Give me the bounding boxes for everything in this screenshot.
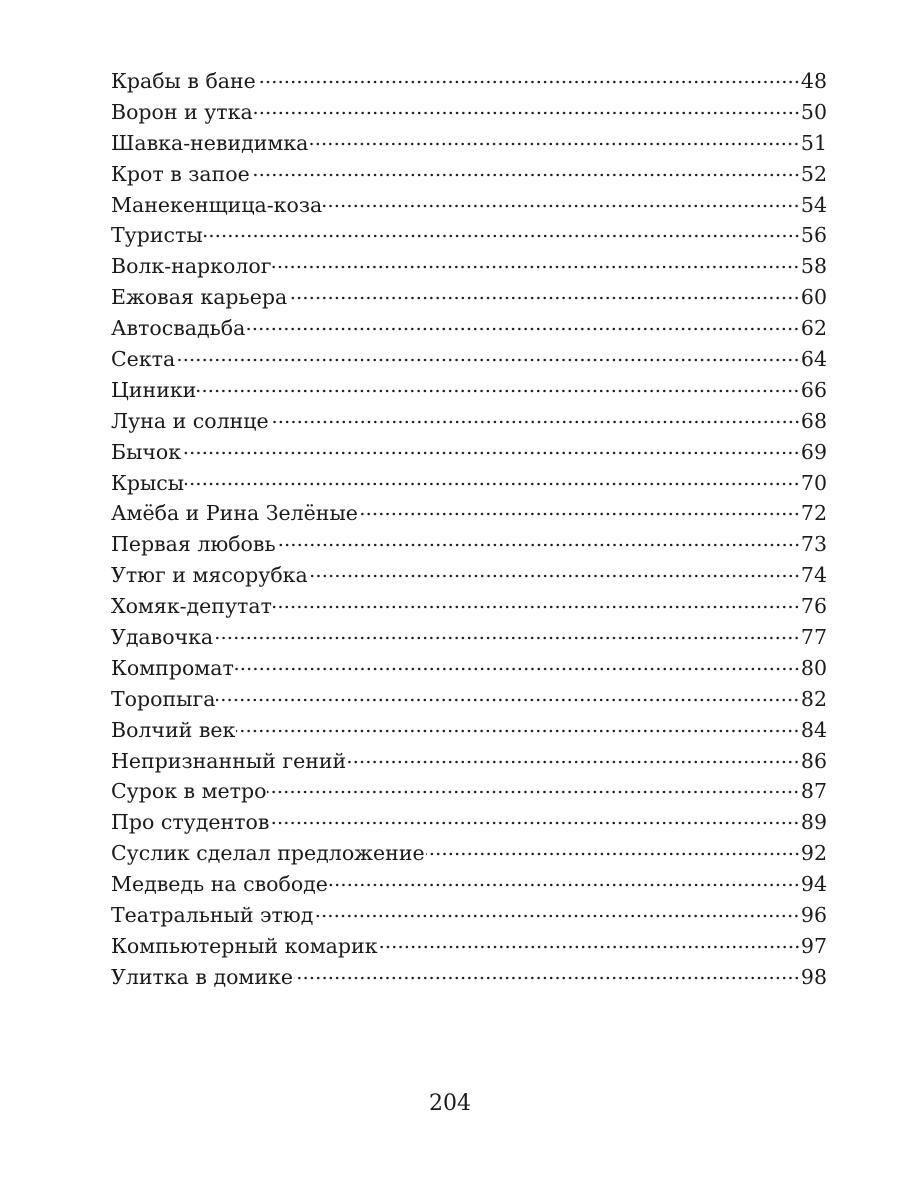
- page-number: 204: [429, 1091, 471, 1116]
- toc-entry-title: Циники: [111, 377, 197, 402]
- toc-entry-page: 50: [800, 99, 827, 124]
- toc-entry-page: 86: [800, 748, 827, 773]
- toc-entry-page: 60: [800, 285, 827, 310]
- toc-entry-page: 69: [800, 439, 827, 464]
- toc-entry-title: Волк-нарколог: [111, 254, 272, 279]
- toc-entry: [111, 97, 827, 128]
- toc-entry-title: Непризнанный гений: [111, 748, 347, 773]
- toc-entry-page: 74: [800, 563, 827, 588]
- dot-leader: [426, 852, 800, 856]
- toc-entry: [111, 715, 827, 746]
- toc-entry-page: 54: [800, 192, 827, 217]
- dot-leader: [197, 389, 800, 393]
- toc-entry: [111, 437, 827, 468]
- toc-entry-page: 76: [800, 594, 827, 619]
- dot-leader: [236, 729, 800, 733]
- toc-entry-title: Крабы в бане: [111, 69, 256, 93]
- dot-leader: [235, 667, 800, 671]
- toc-entry-page: 87: [800, 779, 827, 804]
- toc-entry-page: 98: [800, 964, 827, 989]
- toc-entry: [111, 684, 827, 715]
- toc-entry: [111, 406, 827, 437]
- toc-entry-page: 84: [800, 717, 827, 742]
- toc-entry-page: 52: [800, 161, 827, 186]
- toc-entry: [111, 66, 827, 97]
- dot-leader: [251, 173, 800, 177]
- toc-entry: [111, 128, 827, 159]
- toc-entry-page: 66: [800, 377, 827, 402]
- dot-leader: [272, 265, 799, 269]
- toc-entry-page: 94: [800, 872, 827, 897]
- dot-leader: [347, 760, 800, 764]
- toc-entry-title: Манекенщица-коза: [111, 192, 323, 217]
- dot-leader: [270, 420, 800, 424]
- table-of-contents: [111, 66, 827, 993]
- toc-entry-title: Торопыга: [111, 686, 216, 711]
- toc-entry-page: 48: [800, 69, 827, 93]
- toc-entry: [111, 375, 827, 406]
- toc-entry-page: 68: [800, 408, 827, 433]
- dot-leader: [176, 358, 800, 362]
- toc-entry-page: 97: [800, 933, 827, 958]
- toc-entry-page: 51: [800, 130, 827, 155]
- dot-leader: [379, 945, 800, 949]
- toc-entry-title: Ворон и утка: [111, 99, 253, 124]
- toc-entry: [111, 900, 827, 931]
- toc-entry-page: 77: [800, 625, 827, 650]
- dot-leader: [214, 636, 800, 640]
- dot-leader: [309, 574, 800, 578]
- dot-leader: [204, 234, 800, 238]
- dot-leader: [273, 605, 800, 609]
- toc-entry: [111, 622, 827, 653]
- toc-entry: [111, 468, 827, 499]
- toc-entry-title: Волчий век: [111, 717, 236, 742]
- dot-leader: [270, 821, 800, 825]
- toc-entry-title: Шавка-невидимка: [111, 130, 309, 155]
- toc-entry-page: 58: [800, 254, 827, 279]
- toc-entry-page: 82: [800, 686, 827, 711]
- toc-entry: [111, 746, 827, 777]
- toc-entry: [111, 529, 827, 560]
- dot-leader: [182, 451, 800, 455]
- toc-entry-page: 72: [800, 501, 827, 526]
- toc-entry: [111, 869, 827, 900]
- toc-entry-page: 62: [800, 316, 827, 341]
- toc-entry-title: Секта: [111, 347, 176, 372]
- toc-entry-title: Крот в запое: [111, 161, 250, 186]
- toc-entry: [111, 931, 827, 962]
- toc-entry: [111, 251, 827, 282]
- toc-entry-page: 96: [800, 903, 827, 928]
- toc-entry-page: 70: [800, 470, 827, 495]
- toc-entry: [111, 962, 827, 993]
- toc-entry-title: Про студентов: [111, 810, 270, 835]
- toc-entry-title: Медведь на свободе: [111, 872, 328, 897]
- toc-entry-title: Хомяк-депутат: [111, 594, 272, 619]
- toc-entry: [111, 498, 827, 529]
- toc-entry: [111, 591, 827, 622]
- dot-leader: [257, 80, 800, 84]
- toc-entry-page: 89: [800, 810, 827, 835]
- toc-entry-title: Крысы: [111, 470, 185, 495]
- toc-entry-title: Театральный этюд: [111, 903, 314, 928]
- dot-leader: [254, 111, 800, 115]
- toc-entry-page: 92: [800, 841, 827, 866]
- dot-leader: [359, 512, 800, 516]
- toc-entry: [111, 282, 827, 313]
- toc-entry: [111, 313, 827, 344]
- toc-entry-title: Ежовая карьера: [111, 285, 288, 310]
- dot-leader: [323, 204, 800, 208]
- toc-entry-page: 56: [800, 223, 827, 248]
- dot-leader: [216, 698, 799, 702]
- toc-entry-page: 73: [800, 532, 827, 557]
- toc-entry-title: Автосвадьба: [111, 316, 246, 341]
- toc-entry-title: Бычок: [111, 439, 182, 464]
- toc-entry: [111, 159, 827, 190]
- toc-entry: [111, 838, 827, 869]
- dot-leader: [288, 296, 800, 300]
- dot-leader: [246, 327, 800, 331]
- toc-entry: [111, 776, 827, 807]
- toc-entry-title: Сурок в метро: [111, 779, 267, 804]
- toc-entry-title: Улитка в домике: [111, 964, 293, 989]
- dot-leader: [294, 976, 800, 980]
- toc-entry-title: Компьютерный комарик: [111, 933, 378, 958]
- toc-entry-title: Суслик сделал предложение: [111, 841, 425, 866]
- dot-leader: [277, 543, 800, 547]
- dot-leader: [309, 142, 800, 146]
- toc-entry: [111, 653, 827, 684]
- toc-entry-title: Первая любовь: [111, 532, 276, 557]
- toc-entry-page: 80: [800, 655, 827, 680]
- toc-entry: [111, 560, 827, 591]
- dot-leader: [185, 482, 800, 486]
- dot-leader: [329, 883, 800, 887]
- toc-entry-title: Туристы: [111, 223, 203, 248]
- toc-entry: [111, 190, 827, 221]
- dot-leader: [267, 790, 799, 794]
- toc-entry: [111, 807, 827, 838]
- toc-entry-title: Утюг и мясорубка: [111, 563, 308, 588]
- dot-leader: [314, 914, 800, 918]
- toc-entry: [111, 344, 827, 375]
- toc-entry: [111, 220, 827, 251]
- toc-entry-title: Амёба и Рина Зелёные: [111, 501, 358, 526]
- toc-entry-title: Луна и солнце: [111, 408, 269, 433]
- toc-entry-page: 64: [800, 347, 827, 372]
- toc-entry-title: Удавочка: [111, 625, 214, 650]
- toc-entry-title: Компромат: [111, 655, 234, 680]
